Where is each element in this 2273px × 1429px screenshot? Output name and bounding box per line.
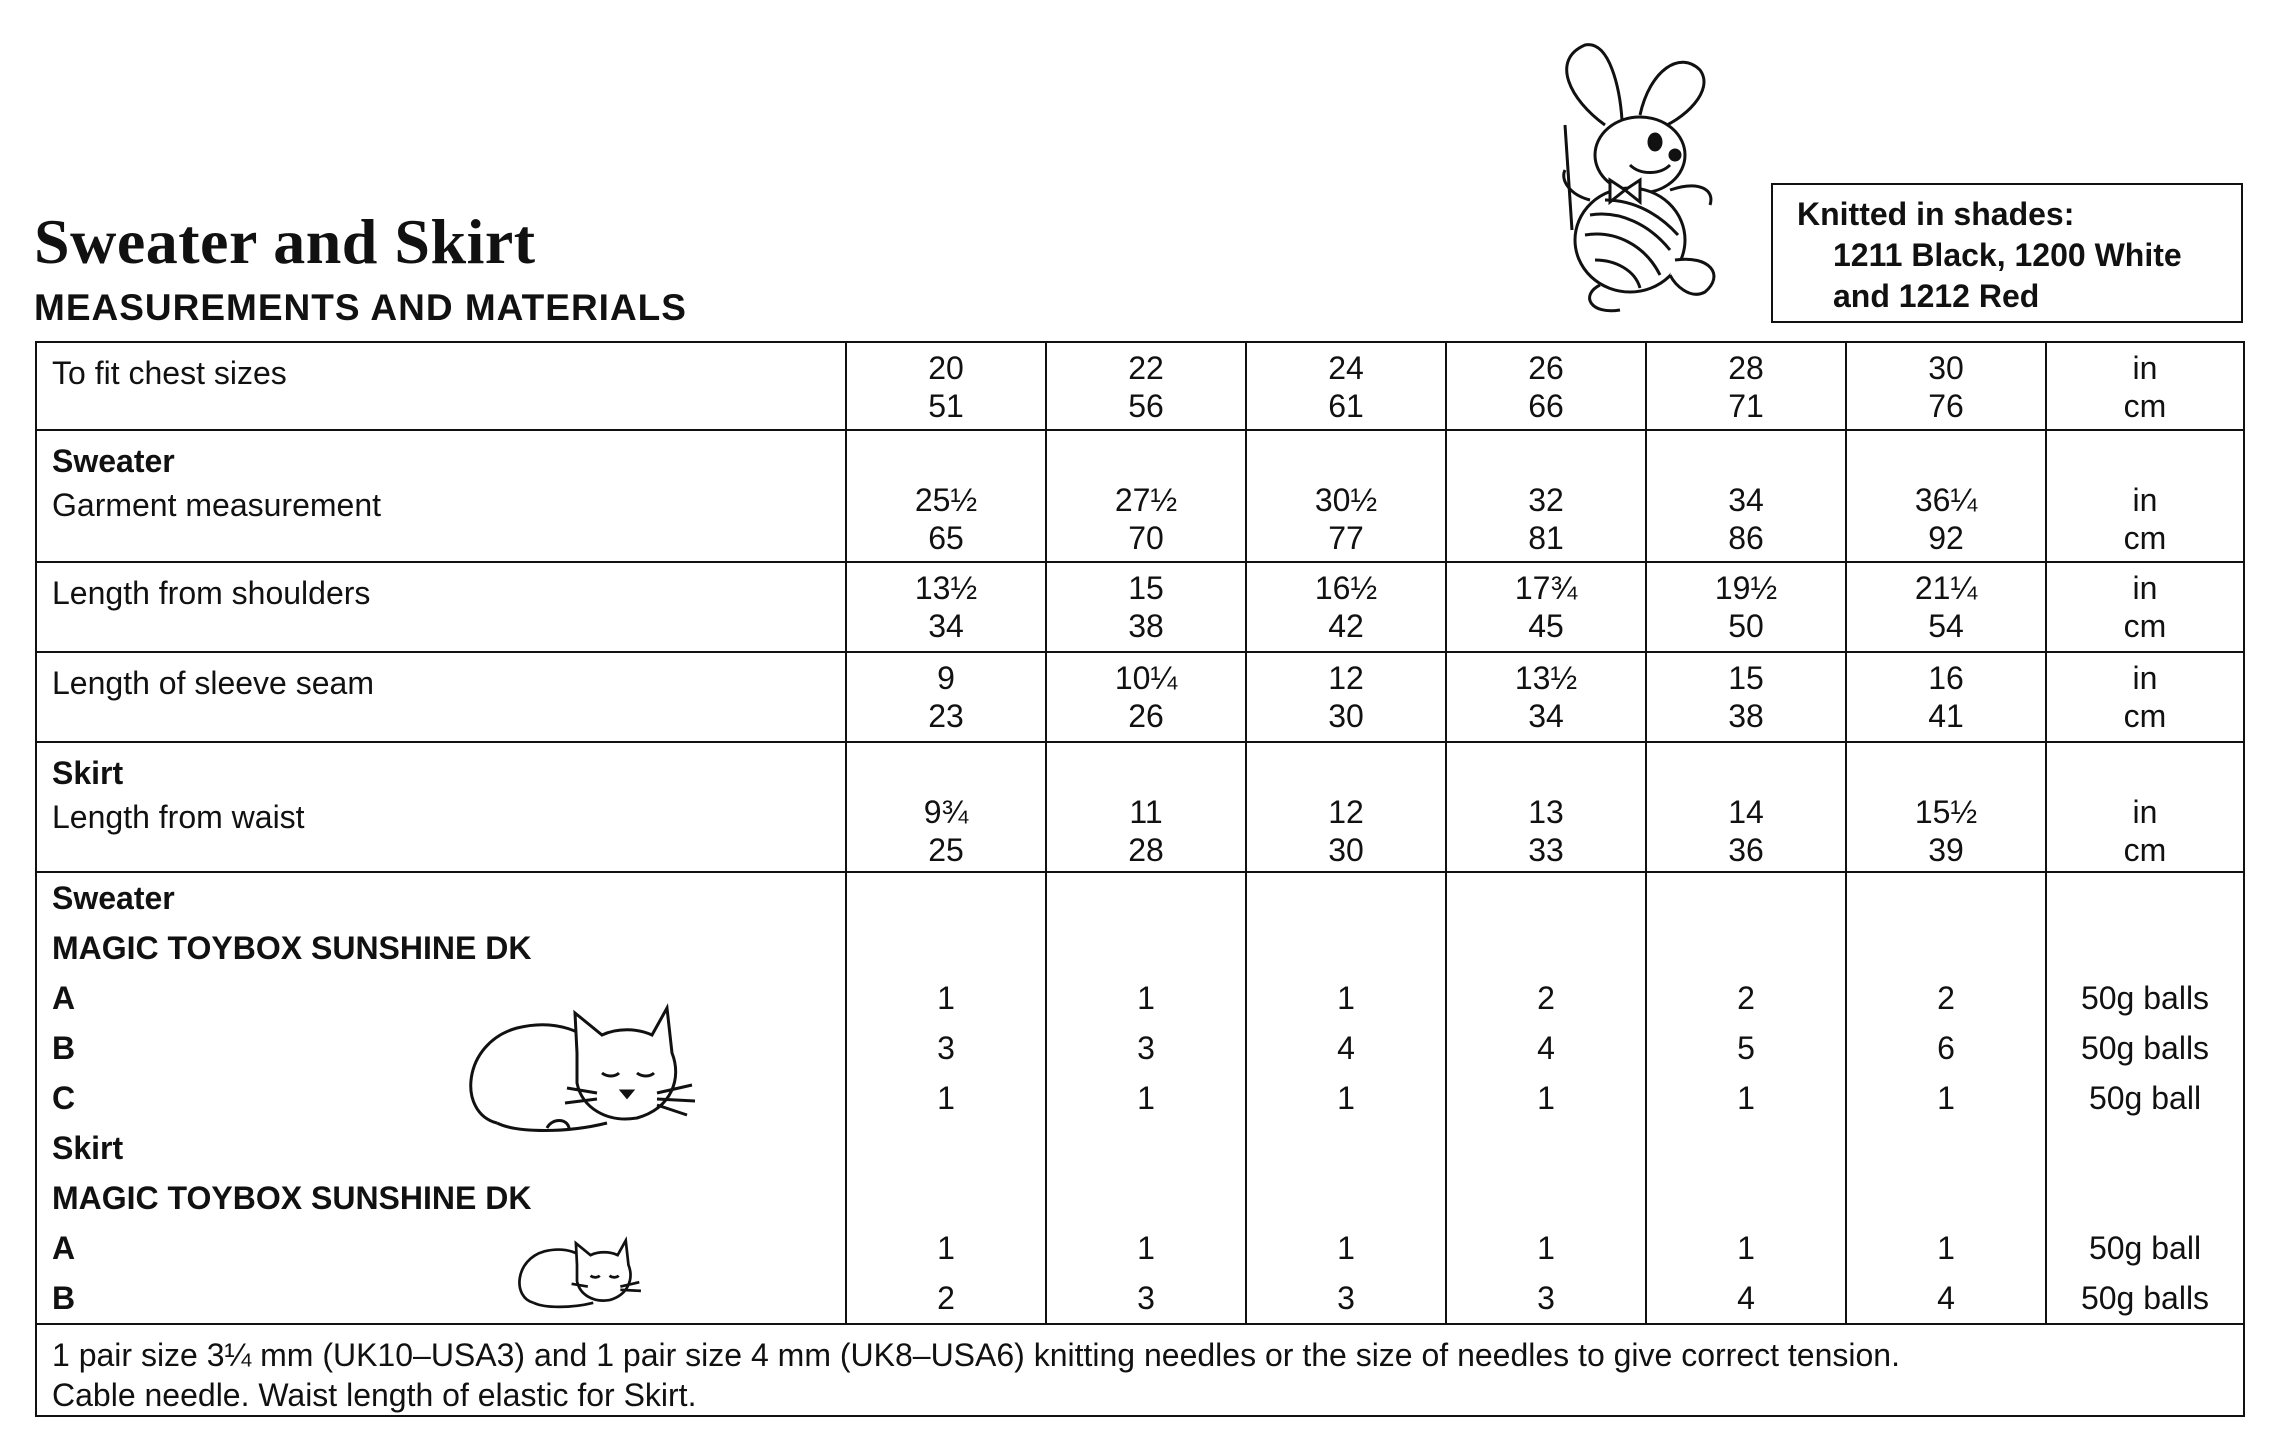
shade-label: C (52, 1080, 76, 1116)
row-materials (36, 872, 2244, 1324)
shade-label: A (52, 1230, 76, 1266)
size-value: 11 28 (1046, 742, 1246, 872)
row-label: Length from waist (52, 799, 305, 835)
size-value: 25½ 65 (846, 430, 1046, 562)
section-label: Sweater (52, 880, 175, 916)
row-waist (36, 742, 2244, 872)
yarn-label: MAGIC TOYBOX SUNSHINE DK (52, 930, 532, 966)
size-value: 30½ 77 (1246, 430, 1446, 562)
row-label: Garment measurement (52, 487, 382, 523)
unit-value: in cm (2046, 342, 2244, 430)
size-value: 12 30 (1246, 742, 1446, 872)
row-label: To fit chest sizes (36, 342, 846, 430)
size-value: 13½ 34 (846, 562, 1046, 652)
size-value: 1 4 1 1 3 (1246, 872, 1446, 1324)
shade-label: B (52, 1030, 76, 1066)
shades-heading: Knitted in shades: (1797, 196, 2075, 232)
size-value: 15 38 (1646, 652, 1846, 742)
needles-note: 1 pair size 3¼ mm (UK10–USA3) and 1 pair size 4 mm (UK8–USA6) knitting needles or the size of needles to give correct tension. Cable needle. Waist length of elastic for Skirt. (36, 1324, 2244, 1416)
size-value: 24 61 (1246, 342, 1446, 430)
size-value: 17¾ 45 (1446, 562, 1646, 652)
shades-line-2: and 1212 Red (1833, 278, 2040, 314)
size-value: 13½ 34 (1446, 652, 1646, 742)
size-value: 27½ 70 (1046, 430, 1246, 562)
size-value: 2 4 1 1 3 (1446, 872, 1646, 1324)
shades-box (1771, 183, 2243, 323)
size-value: 16½ 42 (1246, 562, 1446, 652)
page-subtitle: MEASUREMENTS AND MATERIALS (34, 287, 687, 328)
size-value: 32 81 (1446, 430, 1646, 562)
size-value: 1 3 1 1 2 (846, 872, 1046, 1324)
size-value: 21¼ 54 (1846, 562, 2046, 652)
size-value: 36¼ 92 (1846, 430, 2046, 562)
size-value: 19½ 50 (1646, 562, 1846, 652)
sleeping-cat-icon (512, 1228, 642, 1318)
unit-value: in cm (2046, 562, 2244, 652)
shades-line-1: 1211 Black, 1200 White (1833, 237, 2182, 273)
section-label: Sweater (52, 443, 175, 479)
size-value: 20 51 (846, 342, 1046, 430)
size-value: 2 6 1 1 4 (1846, 872, 2046, 1324)
unit-value: in cm (2046, 430, 2244, 562)
size-value: 9 23 (846, 652, 1046, 742)
section-label: Skirt (52, 1130, 124, 1166)
unit-value: in cm (2046, 652, 2244, 742)
size-value: 2 5 1 1 4 (1646, 872, 1846, 1324)
section-label: Skirt (52, 755, 124, 791)
row-label: Length of sleeve seam (36, 652, 846, 742)
size-value: 22 56 (1046, 342, 1246, 430)
row-garment (36, 430, 2244, 562)
row-shoulders (36, 562, 2244, 652)
size-value: 30 76 (1846, 342, 2046, 430)
shade-label: B (52, 1280, 76, 1316)
row-label: Length from shoulders (36, 562, 846, 652)
size-value: 26 66 (1446, 342, 1646, 430)
rabbit-icon (1510, 30, 1750, 320)
size-value: 1 3 1 1 3 (1046, 872, 1246, 1324)
unit-value: 50g balls 50g balls 50g ball 50g ball 50g balls (2046, 872, 2244, 1324)
size-value: 12 30 (1246, 652, 1446, 742)
row-chest (36, 342, 2244, 430)
size-value: 15 38 (1046, 562, 1246, 652)
size-value: 34 86 (1646, 430, 1846, 562)
size-value: 13 33 (1446, 742, 1646, 872)
sleeping-cat-icon (457, 993, 697, 1143)
size-value: 9¾ 25 (846, 742, 1046, 872)
size-value: 10¼ 26 (1046, 652, 1246, 742)
row-sleeve (36, 652, 2244, 742)
page-title: Sweater and Skirt (34, 206, 536, 277)
size-value: 28 71 (1646, 342, 1846, 430)
measurements-table (35, 341, 2245, 1417)
size-value: 14 36 (1646, 742, 1846, 872)
unit-value: in cm (2046, 742, 2244, 872)
shade-label: A (52, 980, 76, 1016)
yarn-label: MAGIC TOYBOX SUNSHINE DK (52, 1180, 532, 1216)
row-footer (36, 1324, 2244, 1416)
size-value: 16 41 (1846, 652, 2046, 742)
size-value: 15½ 39 (1846, 742, 2046, 872)
